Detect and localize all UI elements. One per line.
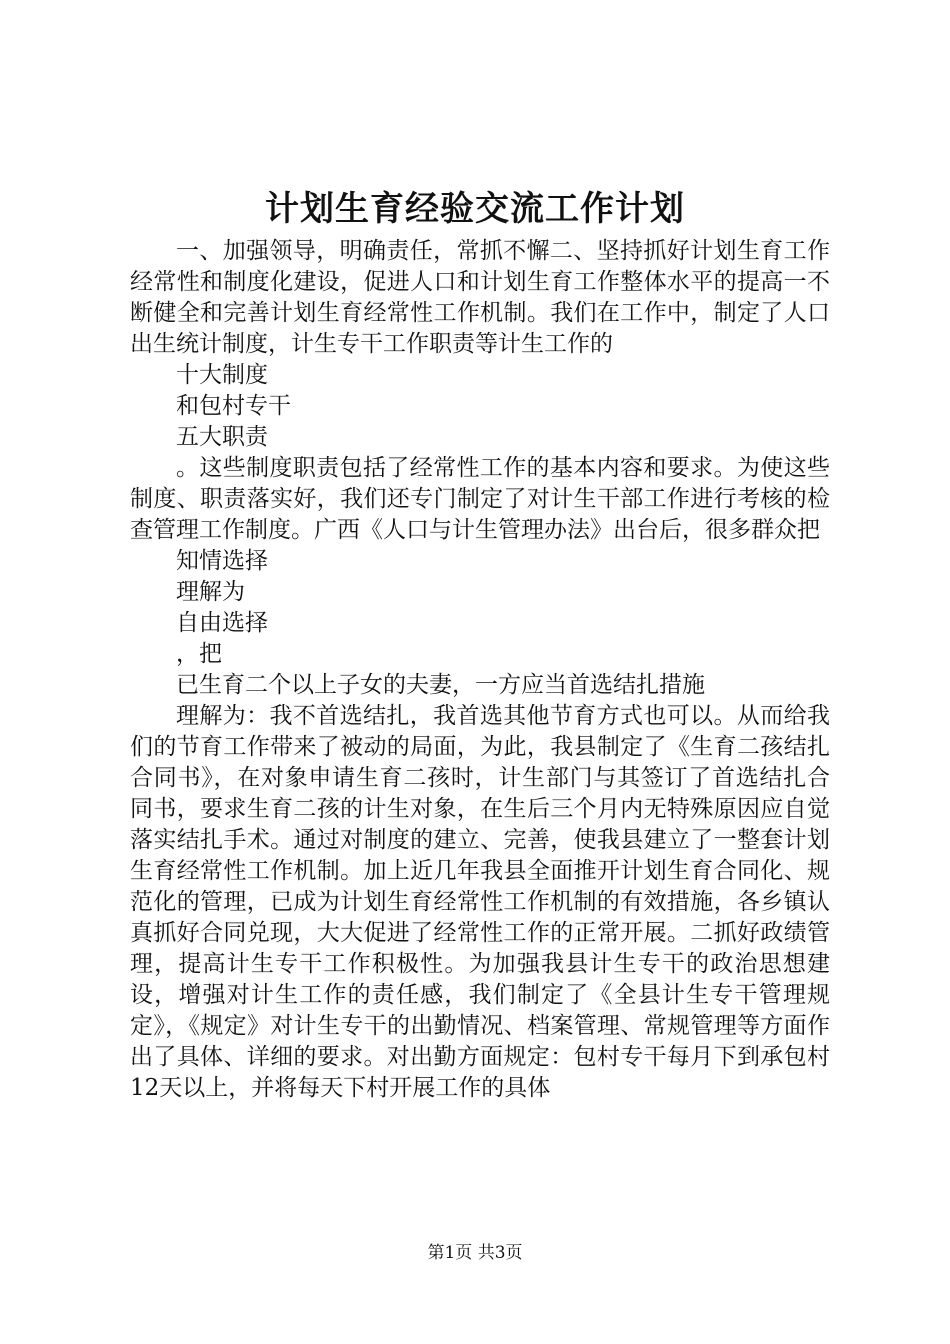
- paragraph-short: 知情选择: [176, 548, 268, 574]
- paragraph-intro: 一、加强领导，明确责任，常抓不懈二、坚持抓好计划生育工作经常性和制度化建设，促进人口和计划生育工作整体水平的提高一不断健全和完善计划生育经常性工作机制。我们在工作中，制定了人口出生统计制度，计生专干工作职责等计生工作的: [130, 238, 830, 357]
- document-title: 计划生育经验交流工作计划: [265, 189, 685, 229]
- paragraph-short: ，把: [176, 641, 222, 667]
- page-footer: 第1页 共3页: [427, 1243, 523, 1263]
- paragraph-main: 理解为：我不首选结扎，我首选其他节育方式也可以。从而给我们的节育工作带来了被动的局面，为此，我县制定了《生育二孩结扎合同书》，在对象申请生育二孩时，计生部门与其签订了首选结扎合同书，要求生育二孩的计生对象，在生后三个月内无特殊原因应自觉落实结扎手术。通过对制度的建立、完善，使我县建立了一整套计划生育经常性工作机制。加上近几年我县全面推开计划生育合同化、规范化的管理，已成为计划生育经常性工作机制的有效措施，各乡镇认真抓好合同兑现，大大促进了经常性工作的正常开展。二抓好政绩管理，提高计生专干工作积极性。为加强我县计生专干的政治思想建设，增强对计生工作的责任感，我们制定了《全县计生专干管理规定》，《规定》对计生专干的出勤情况、档案管理、常规管理等方面作出了具体、详细的要求。对出勤方面规定：包村专干每月下到承包村12天以上，并将每天下村开展工作的具体: [130, 703, 830, 1101]
- paragraph-short: 十大制度: [176, 362, 268, 388]
- paragraph-system-duties: 。这些制度职责包括了经常性工作的基本内容和要求。为使这些制度、职责落实好，我们还专门制定了对计生干部工作进行考核的检查管理工作制度。广西《人口与计生管理办法》出台后，很多群众把: [130, 455, 830, 543]
- paragraph-short: 和包村专干: [176, 393, 291, 419]
- document-body: [130, 236, 830, 1104]
- paragraph-short: 五大职责: [176, 424, 268, 450]
- paragraph-short: 已生育二个以上子女的夫妻，一方应当首选结扎措施: [176, 672, 705, 698]
- paragraph-short: 自由选择: [176, 610, 268, 636]
- paragraph-short: 理解为: [176, 579, 245, 605]
